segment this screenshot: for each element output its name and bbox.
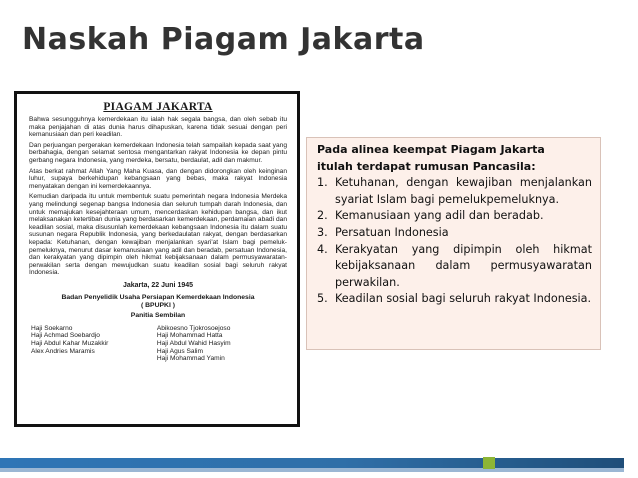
list-item: [317, 225, 592, 242]
callout-heading-line-1: Pada alinea keempat Piagam Jakarta: [317, 143, 545, 156]
list-item: [317, 175, 592, 208]
list-item-text: Ketuhanan, dengan kewajiban menjalankan syariat Islam bagi pemelukpemeluknya.: [335, 176, 592, 206]
footer-bar: [0, 458, 624, 468]
footer-bar-shadow: [0, 468, 624, 472]
signatories-left: [31, 325, 147, 363]
list-item: [317, 242, 592, 292]
list-item-text: Kemanusiaan yang adil dan beradab.: [335, 209, 544, 223]
document-paragraph-2: Dan perjuangan pergerakan kemerdekaan Indonesia telah sampailah kepada saat yang berbahagia, dengan selamat sentosa mengantarkan rakyat Indonesia ke depan pintu gerbang negara Indonesia, yang merdeka, bersatu, berdaulat, adil dan makmur.: [29, 141, 287, 164]
list-item-text: Keadilan sosial bagi seluruh rakyat Indonesia.: [335, 292, 592, 306]
list-item-text: Kerakyatan yang dipimpin oleh hikmat kebijaksanaan dalam permusyawaratan perwakilan.: [335, 242, 592, 289]
signatory: Haji Agus Salim: [156, 347, 204, 355]
signatory: Haji Mohammad Yamin: [156, 355, 225, 363]
signatory: Haji Abdul Wahid Hasyim: [156, 340, 231, 348]
list-item-number: 1.: [317, 176, 328, 190]
list-item-number: 5.: [317, 292, 328, 306]
slide-title: Naskah Piagam Jakarta: [22, 22, 425, 57]
list-item: [317, 208, 592, 225]
document-body-name: Badan Penyelidik Usaha Persiapan Kemerdekaan Indonesia: [61, 293, 255, 301]
signatories-right: [157, 325, 273, 363]
document-date: Jakarta, 22 Juni 1945: [122, 281, 194, 289]
list-item: [317, 291, 592, 308]
signatory: Alex Andries Maramis: [31, 347, 95, 355]
signatory: Abikoesno Tjokrosoejoso: [156, 324, 231, 332]
document-paragraph-1: Bahwa sesungguhnya kemerdekaan itu ialah hak segala bangsa, dan oleh sebab itu maka penjajahan di atas dunia harus dihapuskan, karena tidak sesuai dengan peri kemanusiaan dan peri keadilan.: [29, 116, 287, 139]
piagam-jakarta-document-image: [14, 91, 300, 427]
list-item-text: Persatuan Indonesia: [335, 225, 449, 239]
pancasila-list: [317, 175, 592, 308]
list-item-number: 3.: [317, 225, 328, 239]
signatory: Haji Soekarno: [31, 324, 73, 332]
document-body-abbr: ( BPUPKI ): [141, 301, 175, 309]
signatory: Haji Achmad Soebardjo: [31, 332, 100, 340]
list-item-number: 2.: [317, 209, 328, 223]
signatory: Haji Abdul Kahar Muzakkir: [31, 340, 109, 348]
accent-square: [483, 457, 495, 469]
document-paragraph-4: Kemudian daripada itu untuk membentuk suatu pemerintah negara Indonesia Merdeka yang melindungi segenap bangsa Indonesia dan seluruh tumpah darah Indonesia, dan untuk memajukan kesejahteraan umum, mencerdaskan kehidupan bangsa, dan ikut melaksanakan ketertiban dunia yang berdasarkan kemerdekaan, perdamaian abadi dan keadilan sosial, maka disusunlah kemerdekaan kebangsaan Indonesia itu dalam suatu susunan negara Republik Indonesia, yang berkedaulatan rakyat, dengan berdasarkan kepada: Ketuhanan, dengan kewajiban menjalankan syari'at Islam bagi pemeluk-pemeluknya, menurut dasar kemanusiaan yang adil dan beradab, persatuan Indonesia, dan kerakyatan yang dipimpin oleh hikmat kebijaksanaan dalam permusyawaratan-perwakilan serta dengan mewujudkan suatu keadilan sosial bagi seluruh rakyat Indonesia.: [29, 193, 287, 277]
list-item-number: 4.: [317, 242, 328, 256]
document-committee: Panitia Sembilan: [130, 311, 186, 319]
signatory: Haji Mohammad Hatta: [156, 332, 223, 340]
pancasila-callout-box: [306, 137, 601, 350]
document-paragraph-3: Atas berkat rahmat Allah Yang Maha Kuasa, dan dengan didorongkan oleh keinginan luhur, supaya berkehidupan kebangsaan yang bebas, maka rakyat Indonesia menyatakan dengan ini kemerdekaannya.: [29, 167, 287, 190]
signatories: [29, 325, 287, 363]
callout-heading-line-2: itulah terdapat rumusan Pancasila:: [317, 159, 536, 173]
document-heading: PIAGAM JAKARTA: [103, 101, 213, 113]
